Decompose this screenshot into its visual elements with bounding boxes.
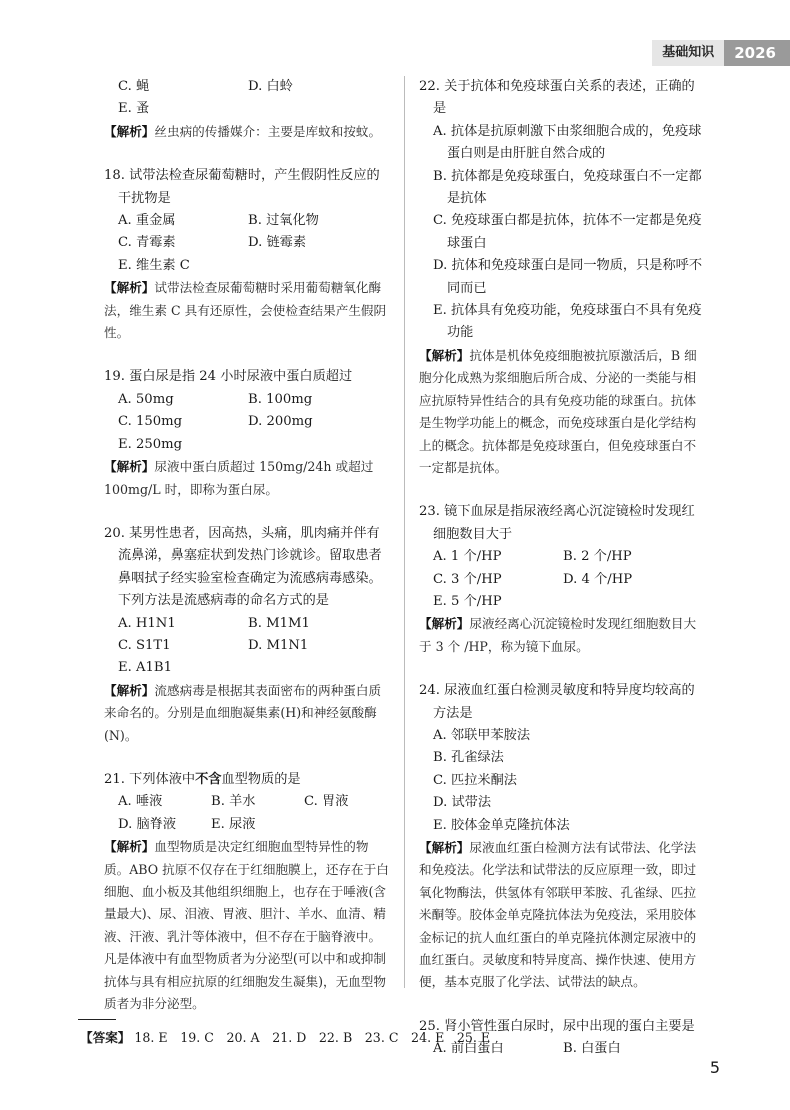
option-d: D. 200mg	[248, 414, 313, 430]
question-stem: 20. 某男性患者，因高热，头痛，肌肉痛并伴有流鼻涕，鼻塞症状到发热门诊就诊。留取患者鼻咽拭子经实验室检查确定为流感病毒感染。下列方法是流感病毒的命名方式的是	[104, 525, 382, 609]
option-e: E. A1B1	[118, 660, 173, 676]
explanation-text: 尿液经离心沉淀镜检时发现红细胞数目大于 3 个 /HP，称为镜下血尿。	[419, 616, 697, 654]
question-stem: 18. 试带法检查尿葡萄糖时，产生假阴性反应的干扰物是	[104, 168, 380, 206]
explanation	[104, 121, 390, 143]
question-18	[104, 165, 390, 344]
question-17-tail	[104, 76, 390, 143]
question-22	[419, 76, 705, 479]
option-c: C. 蝇	[118, 79, 150, 94]
option-b: B. 100mg	[248, 391, 313, 407]
right-column	[419, 76, 705, 1061]
option-c: C. 150mg	[118, 414, 183, 430]
question-stem: 22. 关于抗体和免疫球蛋白关系的表述，正确的是	[419, 79, 695, 117]
question-stem	[104, 769, 390, 791]
option-e: E. 蚤	[118, 101, 150, 117]
option-a: A. H1N1	[118, 615, 176, 631]
option-a: A. 前白蛋白	[433, 1041, 504, 1057]
page-number: 5	[709, 1058, 720, 1077]
explanation	[104, 277, 390, 344]
question-24	[419, 680, 705, 994]
question-19	[104, 366, 390, 500]
explanation-text: 抗体是机体免疫细胞被抗原激活后，B 细胞分化成熟为浆细胞后所合成、分泌的一类能与相应抗原特异性结合的具有免疫功能的球蛋白。抗体是生物学功能上的概念，而免疫球蛋白是化学结构上的概念。抗体都是免疫球蛋白，但免疫球蛋白不一定都是抗体。	[419, 347, 697, 475]
option-a: A. 抗体是抗原刺激下由浆细胞合成的，免疫球蛋白则是由肝脏自然合成的	[433, 123, 702, 162]
explanation-text: 试带法检查尿葡萄糖时采用葡萄糖氧化酶法，维生素 C 具有还原性，会使检查结果产生假阴性。	[104, 280, 387, 341]
option-a: A. 1 个/HP	[433, 549, 502, 565]
option-d: D. 4 个/HP	[563, 571, 633, 587]
option-c: C. 胃液	[304, 794, 349, 810]
option-b: B. 抗体都是免疫球蛋白，免疫球蛋白不一定都是抗体	[433, 168, 702, 207]
question-20	[104, 523, 390, 747]
option-b: B. 孔雀绿法	[433, 750, 504, 766]
explanation-text: 血型物质是决定红细胞血型特异性的物质。ABO 抗原不仅存在于红细胞膜上，还存在于白细胞、血小板及其他组织细胞上，也存在于唾液(含量最大)、尿、泪液、胃液、胆汁、羊水、血清、精液、汗液、乳汁等体液中，但不存在于脑脊液中。凡是体液中有血型物质者为分泌型(可以中和或抑制抗体与具有相应抗原的红细胞发生凝集)，无血型物质者为非分泌型。	[104, 839, 389, 1012]
option-d: D. 链霉素	[248, 235, 307, 251]
option-e: E. 抗体具有免疫功能，免疫球蛋白不具有免疫功能	[433, 303, 702, 341]
option-d: D. 抗体和免疫球蛋白是同一物质，只是称呼不同而已	[433, 258, 703, 296]
header-tab	[652, 40, 790, 66]
left-column	[104, 76, 390, 1015]
option-e: E. 5 个/HP	[433, 593, 502, 609]
explanation-tag: 【解析】	[104, 459, 155, 475]
question-stem: 19. 蛋白尿是指 24 小时尿液中蛋白质超过	[104, 369, 353, 385]
option-e: E. 维生素 C	[118, 257, 190, 273]
question-23	[419, 501, 705, 658]
answer-key-text: 18. E 19. C 20. A 21. D 22. B 23. C 24. E 25. E	[134, 1030, 491, 1045]
stem-emphasis: 不含	[195, 771, 222, 787]
question-21	[104, 769, 390, 1015]
explanation-text: 丝虫病的传播媒介：主要是库蚊和按蚊。	[154, 123, 382, 139]
option-c: C. 免疫球蛋白都是抗体，抗体不一定都是免疫球蛋白	[433, 213, 702, 251]
explanation	[419, 345, 705, 479]
option-e: E. 250mg	[118, 436, 183, 452]
option-b: B. 过氧化物	[248, 213, 319, 229]
explanation	[419, 837, 705, 994]
option-e: E. 胶体金单克隆抗体法	[433, 817, 570, 833]
explanation-tag: 【解析】	[419, 616, 470, 632]
explanation-tag: 【解析】	[419, 347, 470, 363]
explanation-tag: 【解析】	[104, 682, 155, 698]
stem-start: 21. 下列体液中	[104, 771, 196, 787]
option-c: C. 匹拉米酮法	[433, 772, 517, 788]
question-stem: 25. 肾小管性蛋白尿时，尿中出现的蛋白主要是	[419, 1018, 695, 1034]
explanation	[104, 456, 390, 501]
question-stem: 24. 尿液血红蛋白检测灵敏度和特异度均较高的方法是	[419, 683, 695, 721]
answer-rule	[78, 1019, 116, 1020]
explanation-tag: 【解析】	[104, 839, 155, 855]
question-stem: 23. 镜下血尿是指尿液经离心沉淀镜检时发现红细胞数目大于	[419, 504, 695, 542]
explanation-tag: 【解析】	[419, 840, 470, 855]
column-divider	[404, 76, 405, 988]
explanation	[104, 836, 390, 1015]
explanation-text: 尿液血红蛋白检测方法有试带法、化学法和免疫法。化学法和试带法的反应原理一致，即过氧化物酶法，供氢体有邻联甲苯胺、孔雀绿、匹拉米酮等。胶体金单克隆抗体法为免疫法，采用胶体金标记的抗人血红蛋白的单克隆抗体测定尿液中的血红蛋白。灵敏度和特异度高、操作快速、使用方便，基本克服了化学法、试带法的缺点。	[419, 840, 697, 990]
option-d: D. 脑脊液	[118, 816, 177, 832]
option-b: B. M1M1	[248, 615, 310, 631]
option-a: A. 50mg	[118, 391, 174, 407]
header-year: 2026	[724, 40, 790, 66]
option-c: C. 3 个/HP	[433, 571, 502, 587]
option-b: B. 羊水	[211, 794, 256, 810]
explanation-tag: 【解析】	[104, 280, 155, 296]
header-title: 基础知识	[652, 40, 724, 66]
answer-key	[80, 1028, 490, 1048]
explanation-tag: 【解析】	[104, 123, 155, 139]
answer-key-tag: 【答案】	[80, 1030, 131, 1045]
stem-end: 血型物质的是	[221, 771, 301, 787]
option-b: B. 白蛋白	[563, 1041, 621, 1057]
explanation-text: 流感病毒是根据其表面密布的两种蛋白质来命名的。分别是血细胞凝集素(H)和神经氨酸酶(N)。	[104, 682, 382, 743]
option-c: C. 青霉素	[118, 235, 176, 251]
option-c: C. S1T1	[118, 637, 171, 653]
option-d: D. 试带法	[433, 795, 492, 811]
explanation	[104, 680, 390, 747]
option-a: A. 唾液	[118, 794, 163, 810]
explanation	[419, 613, 705, 658]
explanation-text: 尿液中蛋白质超过 150mg/24h 或超过 100mg/L 时，即称为蛋白尿。	[104, 459, 374, 497]
option-a: A. 重金属	[118, 213, 176, 229]
option-a: A. 邻联甲苯胺法	[433, 727, 531, 743]
option-d: D. 白蛉	[248, 79, 293, 94]
option-e: E. 尿液	[211, 816, 256, 832]
option-d: D. M1N1	[248, 637, 309, 653]
option-b: B. 2 个/HP	[563, 549, 632, 565]
